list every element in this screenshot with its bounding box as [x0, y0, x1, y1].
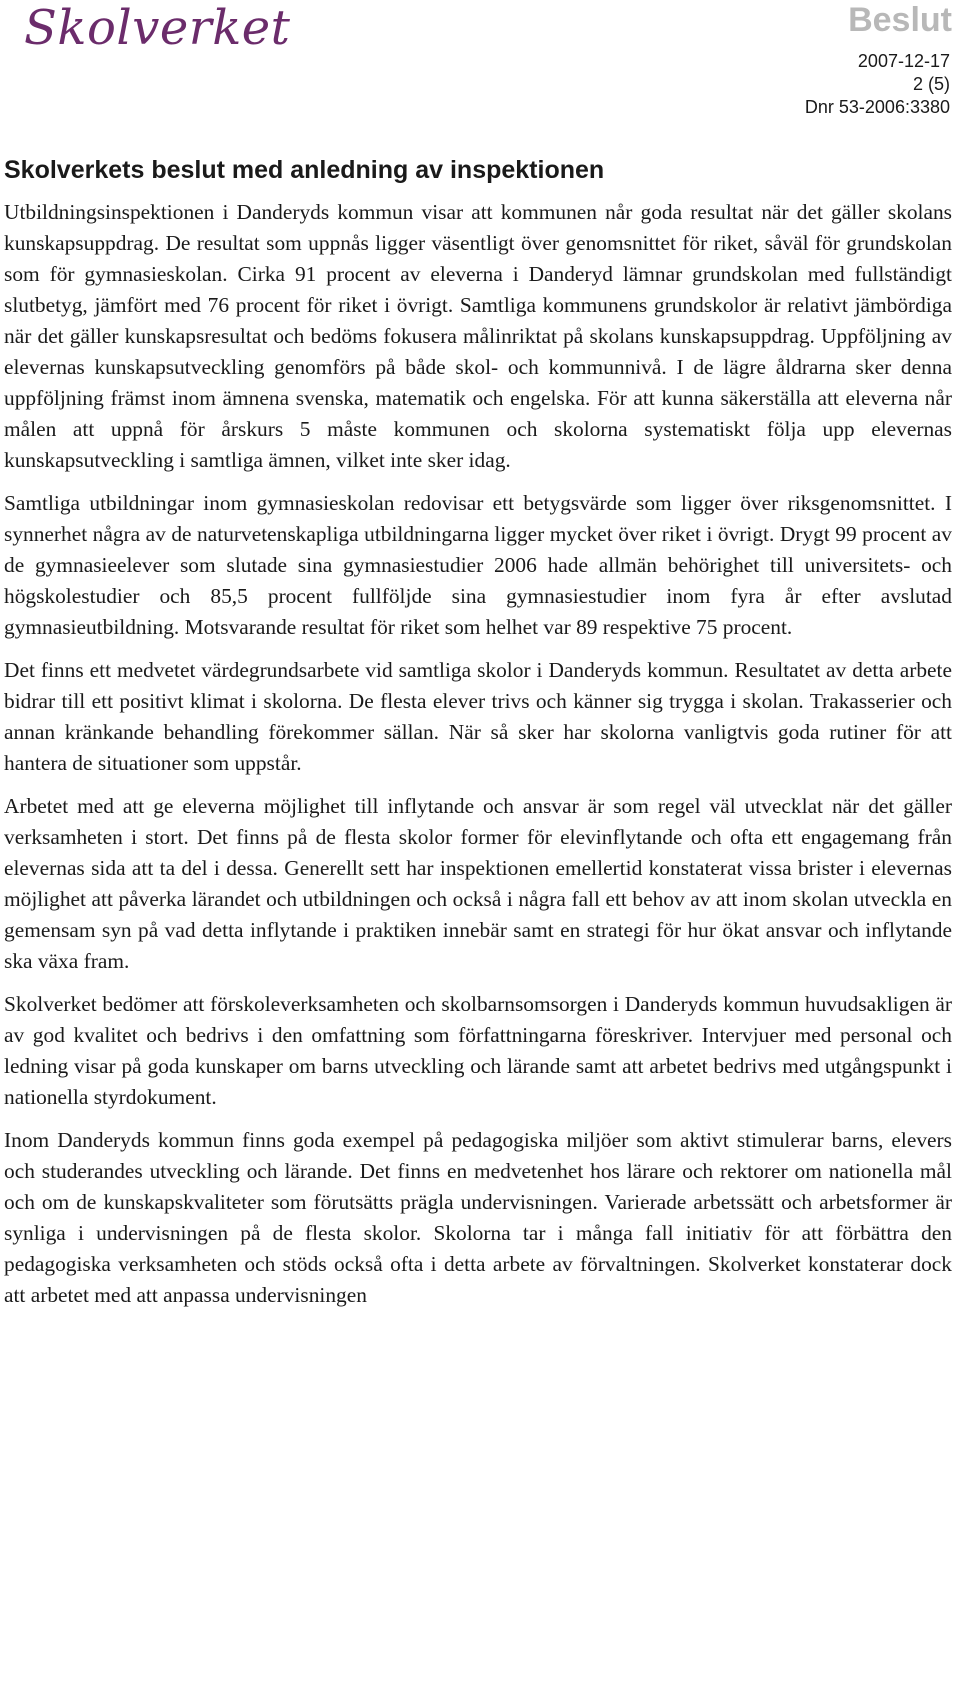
- section-heading: Skolverkets beslut med anledning av inspektionen: [4, 156, 605, 184]
- paragraph: Det finns ett medvetet värdegrundsarbete vid samtliga skolor i Danderyds kommun. Resultatet av detta arbete bidrar till ett positivt klimat i skolorna. De flesta elever trivs och känner sig trygga i skolan. Trakasserier och annan kränkande behandling förekommer sällan. När så sker har skolorna vanligtvis goda rutiner för att hantera de situationer som uppstår.: [4, 658, 952, 775]
- paragraph: Utbildningsinspektionen i Danderyds kommun visar att kommunen når goda resultat när det gäller skolans kunskapsuppdrag. De resultat som uppnås ligger väsentligt över genomsnittet för riket, såväl för grundskolan som för gymnasieskolan. Cirka 91 procent av eleverna i Danderyd lämnar grundskolan med fullständigt slutbetyg, jämfört med 76 procent för riket i övrigt. Samtliga kommunens grundskolor är relativt jämbördiga när det gäller kunskapsresultat och bedöms fokusera målinriktat på skolans kunskapsuppdrag. Uppföljning av elevernas kunskapsutveckling genomförs på både skol- och kommunnivå. I de lägre åldrarna sker denna uppföljning främst inom ämnena svenska, matematik och engelska. För att kunna säkerställa att eleverna når målen att uppnå för årskurs 5 måste kommunen och skolorna systematiskt följa upp elevernas kunskapsutveckling i samtliga ämnen, vilket inte sker idag.: [4, 200, 952, 472]
- skolverket-logo: Skolverket: [24, 0, 291, 56]
- body-text: [4, 197, 952, 1323]
- document-meta: [805, 50, 950, 119]
- paragraph: Skolverket bedömer att förskoleverksamheten och skolbarnsomsorgen i Danderyds kommun huvudsakligen är av god kvalitet och bedrivs i den omfattning som författningarna föreskriver. Intervjuer med personal och ledning visar på goda kunskaper om barns utveckling och lärande samt att arbetet bedrivs med utgångspunkt i nationella styrdokument.: [4, 992, 952, 1109]
- page-number: 2 (5): [912, 74, 950, 94]
- paragraph: Samtliga utbildningar inom gymnasieskolan redovisar ett betygsvärde som ligger över riksgenomsnittet. I synnerhet några av de naturvetenskapliga utbildningarna ligger mycket över riket i övrigt. Drygt 99 procent av de gymnasieelever som slutade sina gymnasiestudier 2006 hade allmän behörighet till universitets- och högskolestudier och 85,5 procent fullföljde sina gymnasiestudier inom fyra år efter avslutad gymnasieutbildning. Motsvarande resultat för riket som helhet var 89 respektive 75 procent.: [4, 491, 952, 639]
- diary-number: Dnr 53-2006:3380: [804, 97, 950, 117]
- document-date: 2007-12-17: [857, 51, 950, 71]
- paragraph: Arbetet med att ge eleverna möjlighet till inflytande och ansvar är som regel väl utvecklat när det gäller verksamheten i stort. Det finns på de flesta skolor former för elevinflytande och ofta ett engagemang från elevernas sida att ta del i dessa. Generellt sett har inspektionen emellertid konstaterat vissa brister i elevernas möjlighet att påverka lärandet och utbildningen och också i några fall ett behov av att inom skolan utveckla en gemensam syn på vad detta inflytande i praktiken innebär samt en strategi för hur ökat ansvar och inflytande ska växa fram.: [4, 794, 952, 973]
- paragraph: Inom Danderyds kommun finns goda exempel på pedagogiska miljöer som aktivt stimulerar barns, elevers och studerandes utveckling och lärande. Det finns en medvetenhet hos lärare och rektorer om nationella mål och om de kunskapskvaliteter som förutsätts prägla undervisningen. Varierade arbetssätt och arbetsformer är synliga i undervisningen på de flesta skolor. Skolorna tar i många fall initiativ för att förbättra den pedagogiska verksamheten och stöds också ofta i detta arbete av förvaltningen. Skolverket konstaterar dock att arbetet med att anpassa undervisningen: [4, 1128, 952, 1307]
- document-type-label: Beslut: [848, 1, 952, 39]
